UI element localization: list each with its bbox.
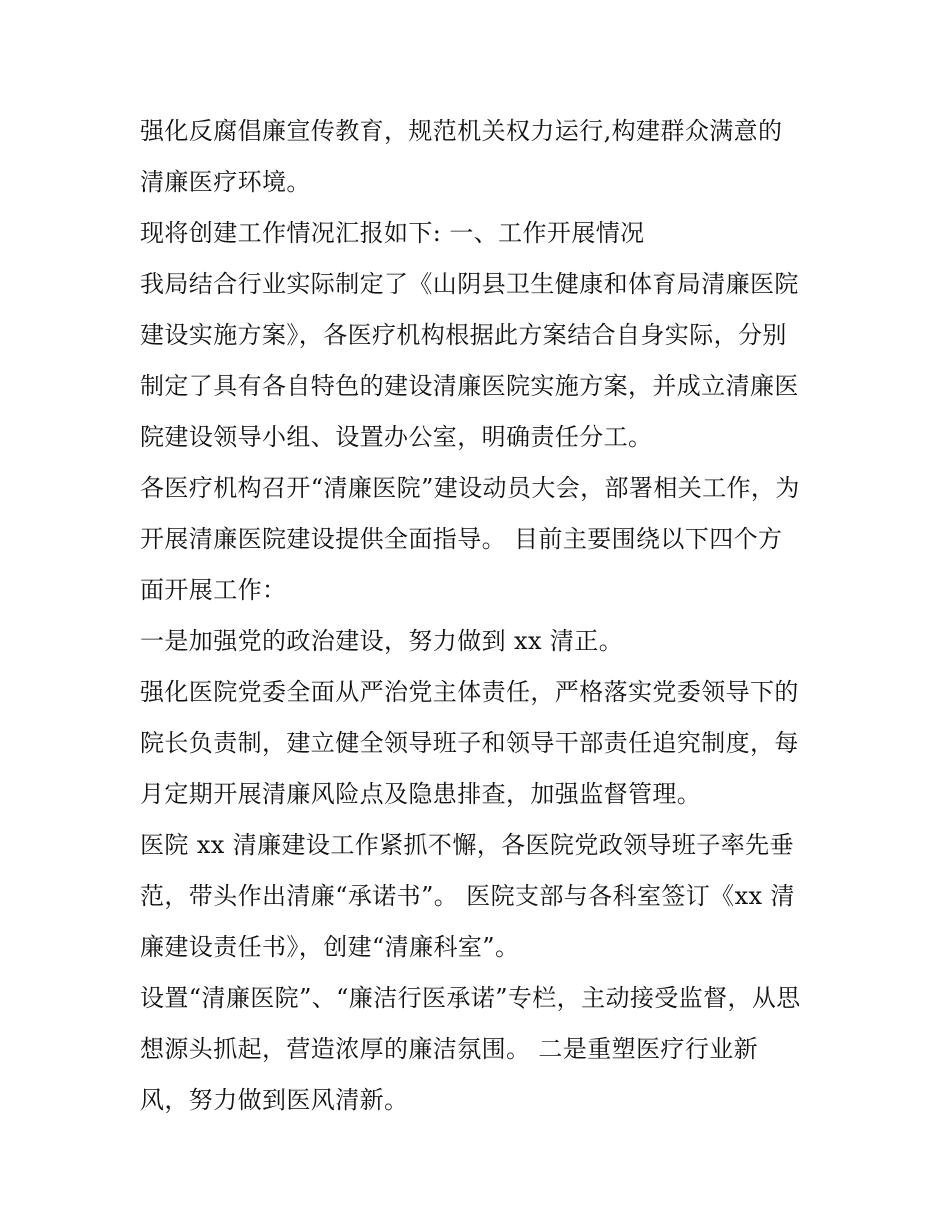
text-line: 风，努力做到医风清新。 [140,1086,409,1114]
text-line: 院长负责制，建立健全领导班子和领导干部责任追究制度，每 [140,729,799,757]
text-line: 廉建设责任书》，创建“清廉科室”。 [140,933,520,961]
text-line: 强化医院党委全面从严治党主体责任，严格落实党委领导下的 [140,678,799,706]
text-line: 范，带头作出清廉“承诺书”。 医院支部与各科室签订《xx 清 [140,882,795,910]
text-line: 一是加强党的政治建设，努力做到 xx 清正。 [140,627,624,655]
text-line: 院建设领导小组、设置办公室，明确责任分工。 [140,423,653,451]
text-line: 医院 xx 清廉建设工作紧抓不懈，各医院党政领导班子率先垂 [140,831,794,859]
text-line: 开展清廉医院建设提供全面指导。 目前主要围绕以下四个方 [140,525,783,553]
text-line: 各医疗机构召开“清廉医院”建设动员大会，部署相关工作，为 [140,474,800,502]
text-line: 现将创建工作情况汇报如下: 一、工作开展情况 [140,219,645,247]
text-line: 建设实施方案》，各医疗机构根据此方案结合自身实际，分别 [140,321,787,349]
text-line: 清廉医疗环境。 [140,168,311,196]
text-line: 强化反腐倡廉宣传教育，规范机关权力运行,构建群众满意的 [140,117,783,145]
text-line: 月定期开展清廉风险点及隐患排查，加强监督管理。 [140,780,702,808]
text-line: 我局结合行业实际制定了《山阴县卫生健康和体育局清廉医院 [140,270,799,298]
body-text [140,106,820,1126]
text-line: 想源头抓起，营造浓厚的廉洁氛围。 二是重塑医疗行业新 [140,1035,759,1063]
text-line: 制定了具有各自特色的建设清廉医院实施方案，并成立清廉医 [140,372,799,400]
text-line: 设置“清廉医院”、“廉洁行医承诺”专栏，主动接受监督，从思 [140,984,801,1012]
text-line: 面开展工作： [140,576,287,604]
